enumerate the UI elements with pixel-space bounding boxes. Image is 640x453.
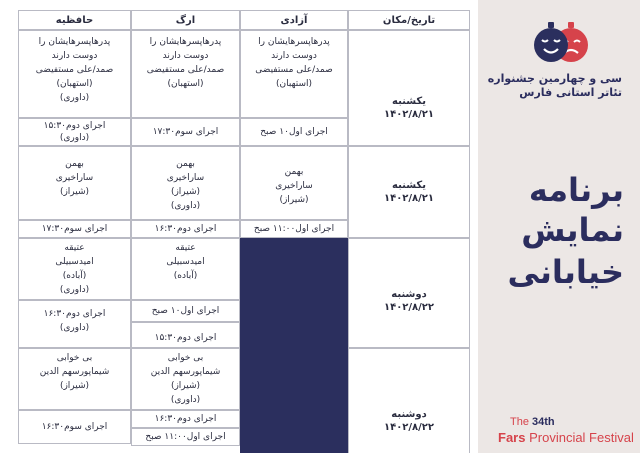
header-arg: ارگ — [131, 10, 240, 30]
row1-arg-line: پدرهاپسرهایشان را — [149, 37, 222, 47]
row4-arg-perf1: اجرای دوم۱۶:۳۰ — [131, 410, 240, 428]
row2-azadi-line: بهمن — [284, 167, 304, 177]
program-title-line2: نمایش — [521, 211, 624, 249]
program-title-line3: خیابانی — [507, 253, 624, 291]
row4-date: ۱۴۰۲/۸/۲۲ — [383, 421, 435, 433]
row1-hafezieh-line: صمد/علی مستفیضی — [35, 65, 114, 75]
row2-arg-line: ساراخیری — [166, 173, 205, 183]
row2-hafezieh-line: (شیراز) — [59, 187, 90, 197]
row3-azadi-empty — [240, 238, 348, 453]
header-hafezieh: حافظیه — [18, 10, 131, 30]
row4-arg-line: شیماپورسهم الدین — [150, 367, 221, 377]
row4-hafezieh-show — [18, 348, 131, 410]
festival-english-name — [498, 430, 634, 445]
row3-hafezieh-perf-cell — [18, 300, 131, 348]
row1-arg-line: (استهبان) — [167, 79, 204, 89]
row4-hafezieh-line: شیماپورسهم الدین — [39, 367, 110, 377]
row1-date-cell — [348, 30, 470, 146]
festival-name-line1: سی و چهارمین جشنواره — [487, 72, 622, 85]
row1-azadi-line: (استهبان) — [276, 79, 312, 89]
row2-azadi-show — [240, 146, 348, 220]
row3-hafezieh-perf: اجرای دوم۱۶:۳۰ — [43, 309, 106, 319]
row2-arg-line: (شیراز) — [170, 187, 201, 197]
row3-hafezieh-line: (آباده) — [62, 271, 87, 281]
row1-hafezieh-line: (استهبان) — [56, 79, 93, 89]
row3-arg-line: عتیقه — [175, 243, 196, 253]
row2-azadi-perf: اجرای اول۱۱:۰۰ صبح — [240, 220, 348, 238]
row4-date-cell — [348, 348, 470, 453]
row4-arg-line: (شیراز) — [170, 381, 201, 391]
row1-azadi-line: پدرهاپسرهایشان را — [258, 37, 330, 47]
header-date-place: تاریخ/مکان — [348, 10, 470, 30]
row1-arg-line: صمد/علی مستفیضی — [146, 65, 225, 75]
row4-hafezieh-line: (شیراز) — [59, 381, 90, 391]
row2-hafezieh-show — [18, 146, 131, 220]
row1-hafezieh-line: پدرهاپسرهایشان را — [38, 37, 111, 47]
row4-arg-show — [131, 348, 240, 410]
row1-azadi-line: دوست دارند — [271, 51, 317, 61]
theatre-masks-icon — [521, 18, 601, 68]
row3-arg-perf2: اجرای دوم۱۵:۳۰ — [131, 322, 240, 348]
row1-arg-line: دوست دارند — [162, 51, 209, 61]
row3-date-cell — [348, 238, 470, 348]
row3-arg-line: (آباده) — [173, 271, 198, 281]
row1-hafezieh-judging: (داوری) — [59, 133, 90, 143]
row3-arg-show — [131, 238, 240, 300]
row3-arg-line: امیدسبیلی — [166, 257, 205, 267]
row1-azadi-perf: اجرای اول۱۰ صبح — [240, 118, 348, 146]
row3-hafezieh-line: امیدسبیلی — [55, 257, 94, 267]
row3-hafezieh-show — [18, 238, 131, 300]
row2-hafezieh-line: ساراخیری — [55, 173, 94, 183]
row2-azadi-line: (شیراز) — [279, 195, 309, 205]
row2-arg-perf: اجرای دوم۱۶:۳۰ — [131, 220, 240, 238]
row2-hafezieh-perf: اجرای سوم۱۷:۳۰ — [18, 220, 131, 238]
row3-date: ۱۴۰۲/۸/۲۲ — [383, 302, 435, 313]
header-azadi: آزادی — [240, 10, 348, 30]
row4-hafezieh-line: بی خوابی — [56, 353, 93, 363]
row1-hafezieh-perf: اجرای دوم۱۵:۳۰ — [43, 121, 106, 131]
row2-date-cell — [348, 146, 470, 238]
row2-azadi-line: ساراخیری — [275, 181, 313, 191]
row3-hafezieh-line: عتیقه — [64, 243, 85, 253]
row1-hafezieh-line: (داوری) — [59, 93, 90, 103]
row1-day: یکشنبه — [392, 96, 426, 107]
row4-arg-line: (داوری) — [170, 395, 201, 405]
row1-date: ۱۴۰۲/۸/۲۱ — [383, 109, 435, 120]
edition-number: 34th — [532, 416, 555, 428]
row4-day: دوشنبه — [391, 408, 427, 420]
row1-hafezieh-perf-cell — [18, 118, 131, 146]
row3-hafezieh-judging: (داوری) — [59, 323, 90, 333]
schedule-table — [18, 10, 470, 453]
row1-hafezieh-line: دوست دارند — [51, 51, 98, 61]
row1-azadi-line: صمد/علی مستفیضی — [255, 65, 333, 75]
row2-arg-line: (داوری) — [170, 201, 201, 211]
row2-hafezieh-line: بهمن — [65, 159, 84, 169]
row3-hafezieh-line: (داوری) — [59, 285, 90, 295]
row1-arg-perf: اجرای سوم۱۷:۳۰ — [131, 118, 240, 146]
program-title-line1: برنامه — [528, 171, 624, 209]
row4-arg-line: بی خوابی — [167, 353, 204, 363]
row4-arg-perf2: اجرای اول۱۱:۰۰ صبح — [131, 428, 240, 446]
row3-day: دوشنبه — [391, 289, 427, 300]
edition-the: The — [510, 416, 529, 428]
row1-hafezieh-show — [18, 30, 131, 118]
row2-date: ۱۴۰۲/۸/۲۱ — [383, 193, 435, 204]
festival-edition — [510, 416, 555, 428]
festival-provincial: Provincial Festival — [529, 430, 634, 445]
festival-name-line2: تئاتر استانی فارس — [519, 86, 622, 99]
row3-arg-perf1: اجرای اول۱۰ صبح — [131, 300, 240, 322]
row1-azadi-show — [240, 30, 348, 118]
festival-fars: Fars — [498, 430, 526, 445]
row4-hafezieh-perf: اجرای سوم۱۶:۳۰ — [18, 410, 131, 444]
row2-arg-line: بهمن — [176, 159, 195, 169]
row2-day: یکشنبه — [392, 180, 426, 191]
row1-arg-show — [131, 30, 240, 118]
row2-arg-show — [131, 146, 240, 220]
festival-brand-panel — [478, 0, 640, 453]
